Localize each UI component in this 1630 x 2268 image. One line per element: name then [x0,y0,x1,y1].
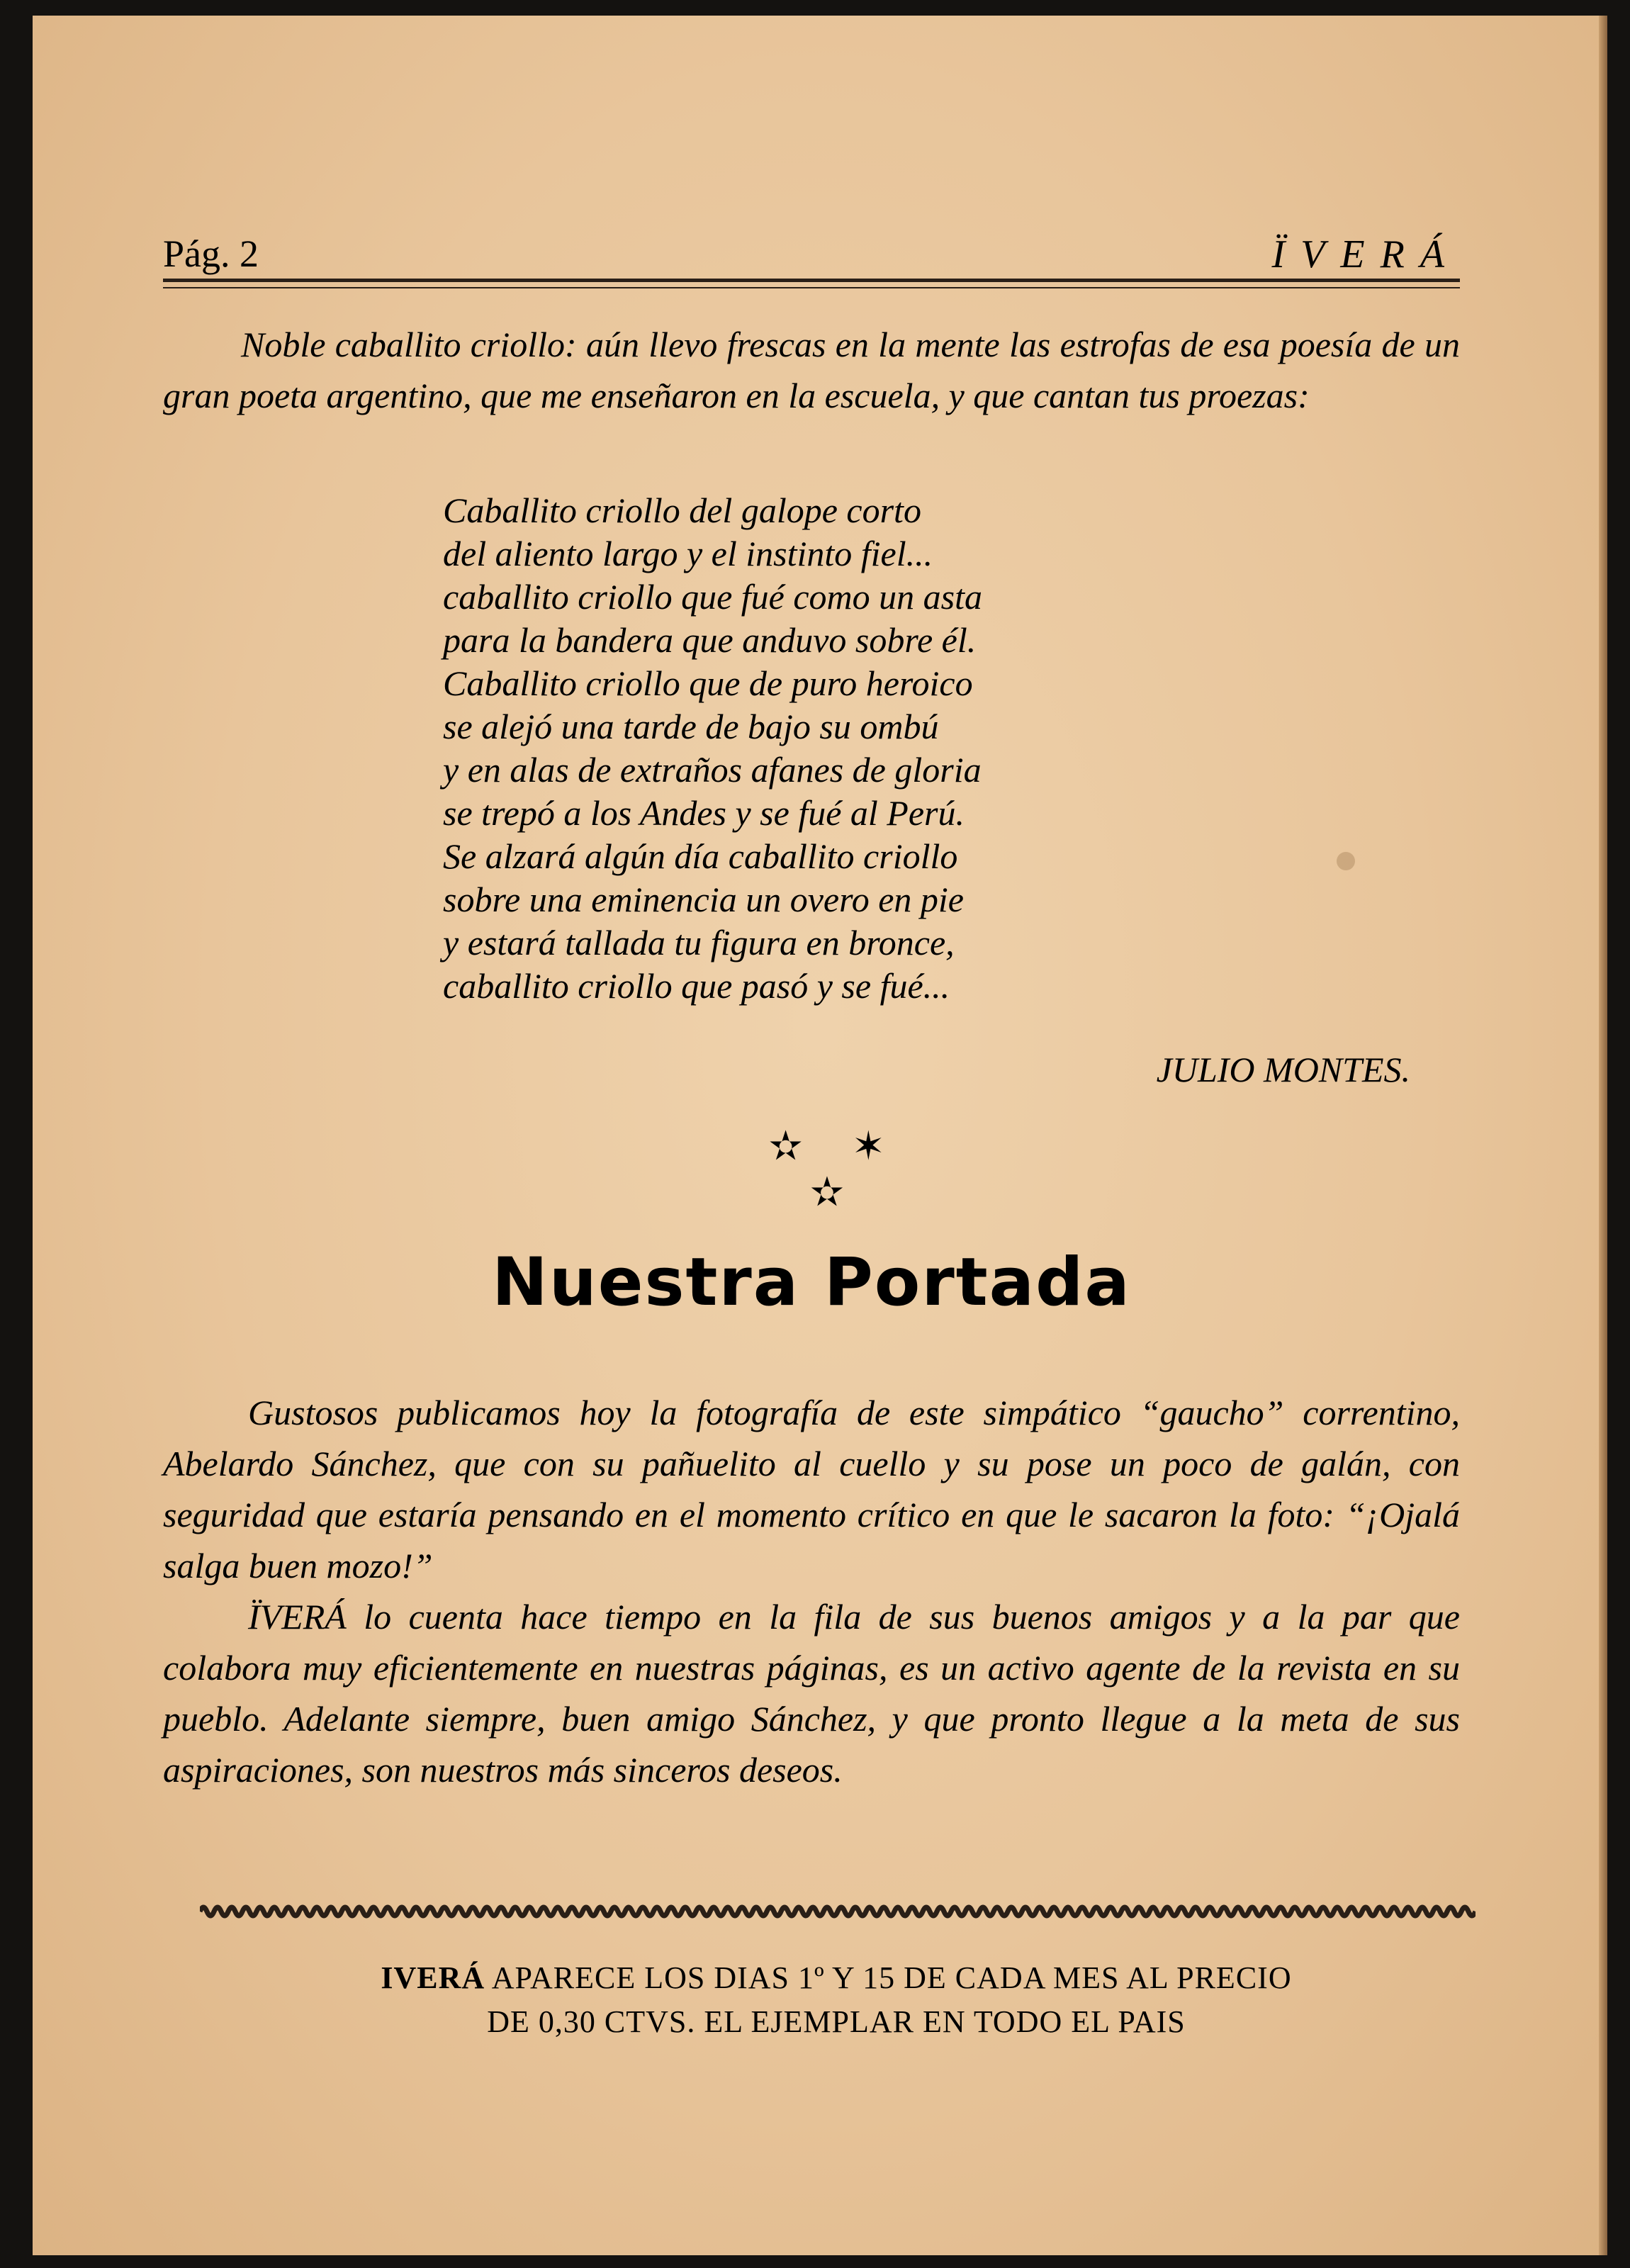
paper-stain [1337,852,1355,870]
page-edge [1599,16,1607,2255]
wavy-divider [200,1902,1476,1921]
magazine-title: ÏVERÁ [1271,232,1460,276]
header-rule-thick [163,279,1460,282]
poem-line: Se alzará algún día caballito criollo [443,836,958,876]
poem-line: para la bandera que anduvo sobre él. [443,620,977,660]
notice-line-2: DE 0,30 CTVS. EL EJEMPLAR EN TODO EL PAIS [487,2004,1186,2039]
header-rule-thin [163,287,1460,288]
article-paragraph-2: ÏVERÁ lo cuenta hace tiempo en la fila de sus buenos amigos y a la par que colabora muy eficientemente en nuestras páginas, es un activo agente de la revista en su pueblo. Adelante siempre, buen amigo Sánchez, y que pronto llegue a la meta de sus aspiraciones, son nuestros más sinceros deseos. [163,1597,1460,1790]
page-header [163,216,1460,276]
poem-line: y estará tallada tu figura en bronce, [443,923,955,962]
notice-brand: IVERÁ [381,1960,485,1995]
publication-notice [213,1956,1460,2044]
poem-line: del aliento largo y el instinto fiel... [443,534,933,573]
notice-line-1 [213,1956,1460,2000]
poem-line: sobre una eminencia un overo en pie [443,880,964,919]
poem-line: caballito criollo que pasó y se fué... [443,966,950,1006]
poem-line: se trepó a los Andes y se fué al Perú. [443,793,965,833]
article-paragraph-1: Gustosos publicamos hoy la fotografía de este simpático “gaucho” correntino, Abelardo Sánchez, que con su pañuelito al cuello y su pose un poco de galán, con seguridad que estaría pensando en el momento crítico en que le sacaron la foto: “¡Ojalá salga buen mozo!” [163,1393,1460,1585]
intro-paragraph: Noble caballito criollo: aún llevo frescas en la mente las estrofas de esa poesía de un gran poeta argentino, que me enseñaron en la escuela, y que cantan tus proezas: [163,325,1460,415]
notice-line-1-text: APARECE LOS DIAS 1º Y 15 DE CADA MES AL PRECIO [485,1960,1292,1995]
poem-author: JULIO MONTES. [1156,1050,1410,1089]
star-separator: ✫ ✶ ✫ [769,1123,904,1216]
poem-line: se alejó una tarde de bajo su ombú [443,707,939,746]
poem-line: y en alas de extraños afanes de gloria [443,750,982,790]
poem-line: caballito criollo que fué como un asta [443,577,983,617]
poem [443,489,1293,1008]
poem-line: Caballito criollo que de puro heroico [443,663,973,703]
page-number: Pág. 2 [163,232,259,275]
poem-line: Caballito criollo del galope corto [443,490,921,530]
section-title: Nuestra Portada [492,1244,1131,1321]
